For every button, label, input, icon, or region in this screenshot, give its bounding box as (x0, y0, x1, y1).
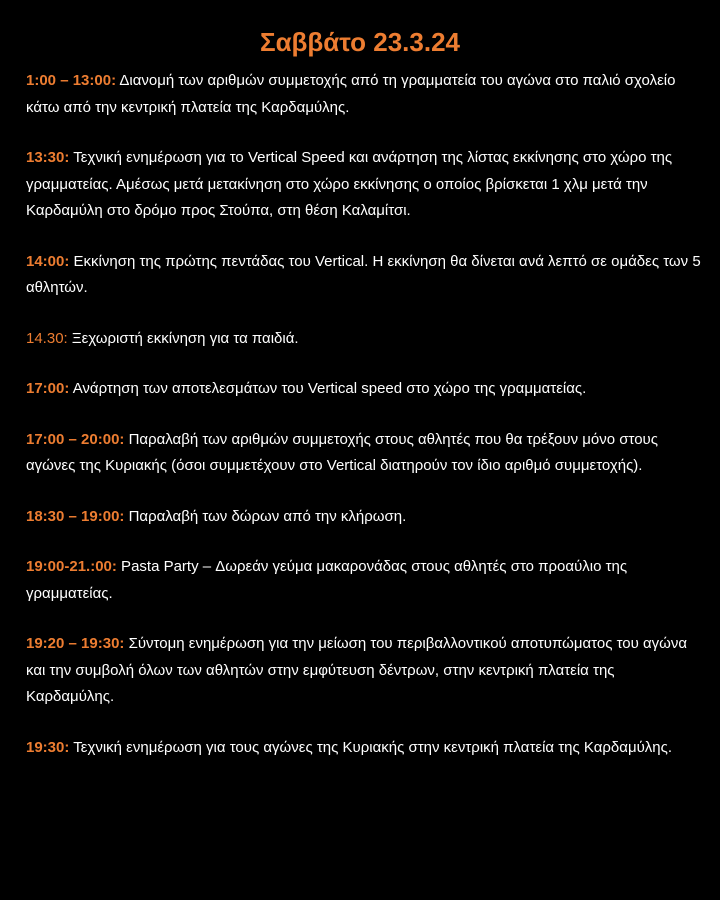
schedule-time: 17:00 – 20:00: (26, 430, 125, 448)
schedule-entry-9 (26, 631, 706, 711)
schedule-entry-8 (26, 554, 706, 607)
schedule-text: Παραλαβή των δώρων από την κλήρωση. (124, 507, 407, 525)
schedule-text: Εκκίνηση της πρώτης πεντάδας του Vertical. Η εκκίνηση θα δίνεται ανά λεπτό σε ομάδες των 5 αθλητών. (26, 252, 701, 296)
schedule-entry-6 (26, 427, 706, 480)
schedule-text: Τεχνική ενημέρωση για το Vertical Speed και ανάρτηση της λίστας εκκίνησης στο χώρο της γραμματείας. Αμέσως μετά μετακίνηση στο χώρο εκκίνησης ο οποίος βρίσκεται 1 χλμ μετά την Καρδαμύλη στο δρόμο προς Στούπα, στη θέση Καλαμίτσι. (26, 149, 673, 219)
schedule-time: 14:00: (26, 252, 70, 270)
schedule-time: 1:00 – 13:00: (26, 72, 117, 89)
schedule-entry-1 (26, 68, 706, 121)
schedule-entry-7 (26, 504, 706, 531)
schedule-entry-2 (26, 145, 706, 225)
schedule-time: 13:30: (26, 149, 70, 166)
schedule-text: Παραλαβή των αριθμών συμμετοχής στους αθλητές που θα τρέξουν μόνο στους αγώνες της Κυριακής (όσοι συμμετέχουν στο Vertical διατηρούν τον ίδιο αριθμό συμμετοχής). (26, 430, 658, 474)
schedule-entry-10 (26, 735, 706, 762)
schedule-text: Ξεχωριστή εκκίνηση για τα παιδιά. (67, 329, 299, 347)
schedule-text: Τεχνική ενημέρωση για τους αγώνες της Κυριακής στην κεντρική πλατεία της Καρδαμύλης. (69, 738, 673, 756)
schedule-time: 19:20 – 19:30: (26, 635, 125, 652)
schedule-time: 19:00-21.:00: (26, 558, 117, 575)
schedule-entry-5 (26, 376, 706, 403)
schedule-list (26, 68, 706, 785)
schedule-text: Διανομή των αριθμών συμμετοχής από τη γραμματεία του αγώνα στο παλιό σχολείο κάτω από την κεντρική πλατεία της Καρδαμύλης. (26, 72, 676, 116)
schedule-entry-3 (26, 249, 706, 302)
schedule-text: Pasta Party – Δωρεάν γεύμα μακαρονάδας στους αθλητές στο προαύλιο της γραμματείας. (26, 558, 628, 602)
schedule-text: Ανάρτηση των αποτελεσμάτων του Vertical speed στο χώρο της γραμματείας. (69, 380, 587, 397)
schedule-time: 17:00: (26, 380, 70, 397)
schedule-time: 14.30: (26, 329, 68, 347)
schedule-time: 19:30: (26, 738, 70, 756)
page-title: Σαββάτο 23.3.24 (259, 27, 461, 57)
schedule-text: Σύντομη ενημέρωση για την μείωση του περιβαλλοντικού αποτυπώματος του αγώνα και την συμβολή όλων των αθλητών στην εμφύτευση δέντρων, στην κεντρική πλατεία της Καρδαμύλης. (26, 635, 688, 705)
schedule-time: 18:30 – 19:00: (26, 507, 125, 525)
schedule-entry-4 (26, 326, 706, 353)
